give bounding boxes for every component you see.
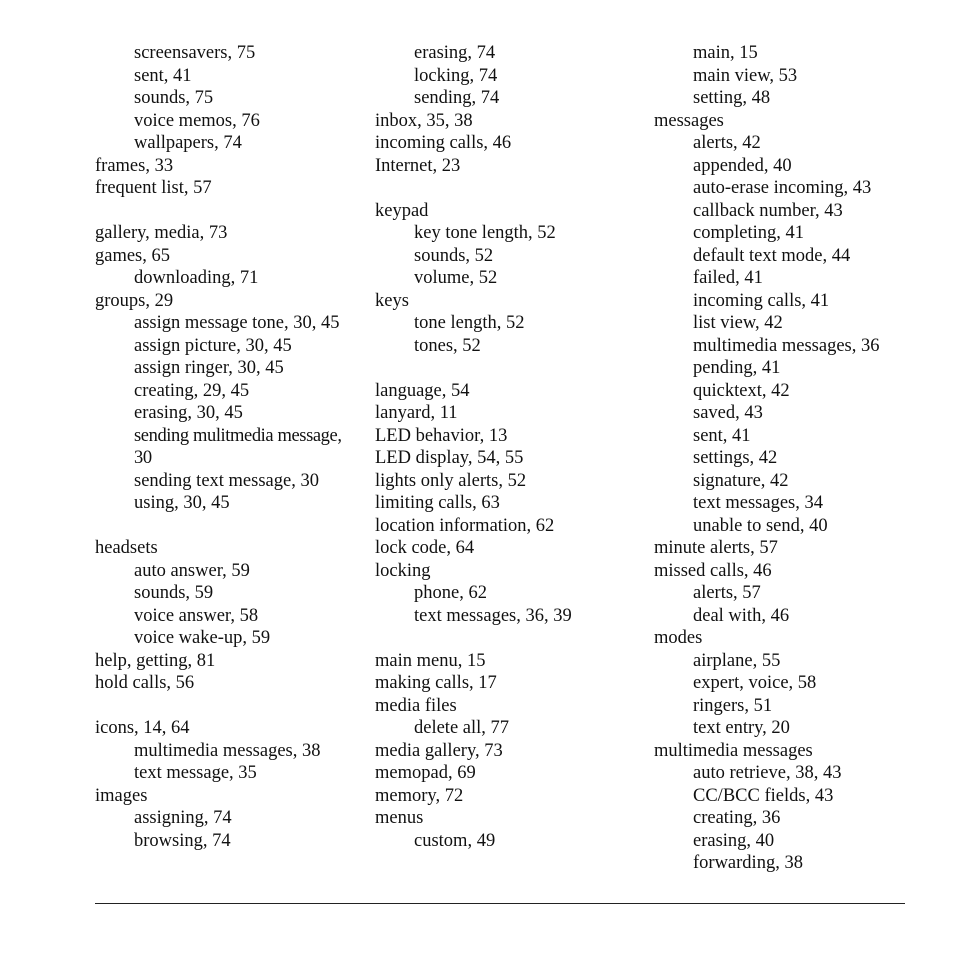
index-subentry: volume, 52: [414, 268, 498, 288]
index-entry: keys: [375, 290, 409, 311]
index-entry: lock code, 64: [375, 538, 475, 558]
index-subentry: assign picture, 30, 45: [134, 335, 292, 356]
index-spacer: [375, 357, 665, 380]
index-subentry: sending, 74: [414, 88, 500, 108]
index-entry: memory, 72: [375, 785, 464, 806]
index-subentry: assigning, 74: [134, 808, 232, 828]
index-subentry: airplane, 55: [693, 650, 781, 671]
index-subentry: completing, 41: [693, 223, 804, 243]
index-subentry: failed, 41: [693, 268, 763, 288]
index-subentry: text messages, 36, 39: [414, 605, 572, 626]
index-subentry: tone length, 52: [414, 313, 525, 333]
index-subentry: voice memos, 76: [134, 110, 260, 131]
index-entry: lights only alerts, 52: [375, 470, 527, 491]
index-entry: frequent list, 57: [95, 178, 212, 198]
index-entry: main menu, 15: [375, 650, 486, 671]
index-subentry: list view, 42: [693, 313, 783, 333]
index-subentry: erasing, 40: [693, 830, 775, 851]
index-subentry: key tone length, 52: [414, 223, 556, 243]
index-subentry: screensavers, 75: [134, 43, 256, 63]
index-subentry: appended, 40: [693, 155, 792, 176]
index-subentry: deal with, 46: [693, 605, 790, 626]
index-subentry: callback number, 43: [693, 200, 843, 221]
index-subentry: erasing, 30, 45: [134, 403, 243, 423]
index-entry: language, 54: [375, 380, 470, 401]
index-spacer: [95, 200, 385, 223]
index-entry: groups, 29: [95, 290, 174, 311]
index-subentry: using, 30, 45: [134, 493, 230, 513]
index-subentry: creating, 36: [693, 808, 781, 828]
index-subentry: erasing, 74: [414, 43, 496, 63]
index-spacer: [375, 627, 665, 650]
footer-rule: [95, 903, 905, 904]
index-subentry: ringers, 51: [693, 695, 773, 716]
index-subentry: sending text message, 30: [134, 470, 319, 491]
index-entry: headsets: [95, 538, 158, 558]
index-entry: messages: [654, 110, 724, 131]
index-subentry: creating, 29, 45: [134, 380, 250, 401]
index-subentry: auto-erase incoming, 43: [693, 178, 872, 198]
index-subentry: sounds, 75: [134, 88, 214, 108]
index-entry: frames, 33: [95, 155, 174, 176]
index-subentry: phone, 62: [414, 583, 487, 603]
index-entry: modes: [654, 628, 703, 648]
index-subentry: sent, 41: [693, 425, 751, 446]
index-column-2: [375, 42, 665, 852]
index-spacer: [95, 695, 385, 718]
index-subentry: alerts, 57: [693, 583, 761, 603]
index-subentry: browsing, 74: [134, 830, 231, 851]
index-subentry: downloading, 71: [134, 268, 259, 288]
index-subentry: pending, 41: [693, 358, 781, 378]
index-spacer: [95, 515, 385, 538]
index-entry: incoming calls, 46: [375, 133, 512, 153]
index-entry: missed calls, 46: [654, 560, 772, 581]
index-entry: icons, 14, 64: [95, 718, 190, 738]
index-entry: memopad, 69: [375, 763, 476, 783]
index-subentry: settings, 42: [693, 448, 778, 468]
index-column-3: [654, 42, 914, 875]
index-entry: media files: [375, 695, 457, 716]
index-entry: multimedia messages: [654, 740, 813, 761]
index-entry: locking: [375, 560, 431, 581]
index-entry: LED behavior, 13: [375, 425, 508, 446]
index-subentry: expert, voice, 58: [693, 673, 817, 693]
index-entry: gallery, media, 73: [95, 223, 228, 243]
index-subentry: auto answer, 59: [134, 560, 250, 581]
index-subentry: forwarding, 38: [693, 853, 803, 873]
index-entry: Internet, 23: [375, 155, 461, 176]
index-subentry: sounds, 52: [414, 245, 494, 266]
index-subentry: voice wake-up, 59: [134, 628, 271, 648]
index-spacer: [375, 177, 665, 200]
index-subentry: wallpapers, 74: [134, 133, 242, 153]
index-entry: limiting calls, 63: [375, 493, 500, 513]
index-entry: images: [95, 785, 148, 806]
index-subentry: sending mulitmedia message, 30: [134, 425, 342, 468]
index-entry: minute alerts, 57: [654, 538, 778, 558]
index-subentry: CC/BCC fields, 43: [693, 785, 834, 806]
index-subentry: unable to send, 40: [693, 515, 828, 536]
index-entry: games, 65: [95, 245, 171, 266]
index-subentry: main, 15: [693, 43, 758, 63]
index-subentry: signature, 42: [693, 470, 789, 491]
index-entry: keypad: [375, 200, 429, 221]
index-subentry: text message, 35: [134, 763, 257, 783]
index-column-1: [95, 42, 385, 852]
index-subentry: delete all, 77: [414, 718, 510, 738]
index-subentry: multimedia messages, 38: [134, 740, 321, 761]
index-subentry: incoming calls, 41: [693, 290, 830, 311]
index-entry: media gallery, 73: [375, 740, 503, 761]
index-entry: help, getting, 81: [95, 650, 216, 671]
index-subentry: saved, 43: [693, 403, 763, 423]
index-entry: LED display, 54, 55: [375, 448, 524, 468]
index-entry: making calls, 17: [375, 673, 497, 693]
index-entry: hold calls, 56: [95, 673, 195, 693]
index-subentry: default text mode, 44: [693, 245, 851, 266]
index-subentry: multimedia messages, 36: [693, 335, 880, 356]
index-subentry: tones, 52: [414, 335, 481, 356]
index-subentry: assign message tone, 30, 45: [134, 313, 340, 333]
index-subentry: assign ringer, 30, 45: [134, 358, 284, 378]
index-entry: inbox, 35, 38: [375, 110, 473, 131]
index-subentry: text entry, 20: [693, 718, 790, 738]
index-subentry: voice answer, 58: [134, 605, 259, 626]
index-entry: location information, 62: [375, 515, 555, 536]
index-entry: menus: [375, 808, 424, 828]
index-subentry: setting, 48: [693, 88, 771, 108]
index-subentry: sounds, 59: [134, 583, 214, 603]
index-subentry: quicktext, 42: [693, 380, 790, 401]
index-subentry: locking, 74: [414, 65, 498, 86]
index-subentry: auto retrieve, 38, 43: [693, 763, 842, 783]
index-entry: lanyard, 11: [375, 403, 458, 423]
index-subentry: alerts, 42: [693, 133, 761, 153]
index-subentry: sent, 41: [134, 65, 192, 86]
index-subentry: custom, 49: [414, 830, 496, 851]
index-subentry: text messages, 34: [693, 493, 823, 513]
index-subentry: main view, 53: [693, 65, 798, 86]
